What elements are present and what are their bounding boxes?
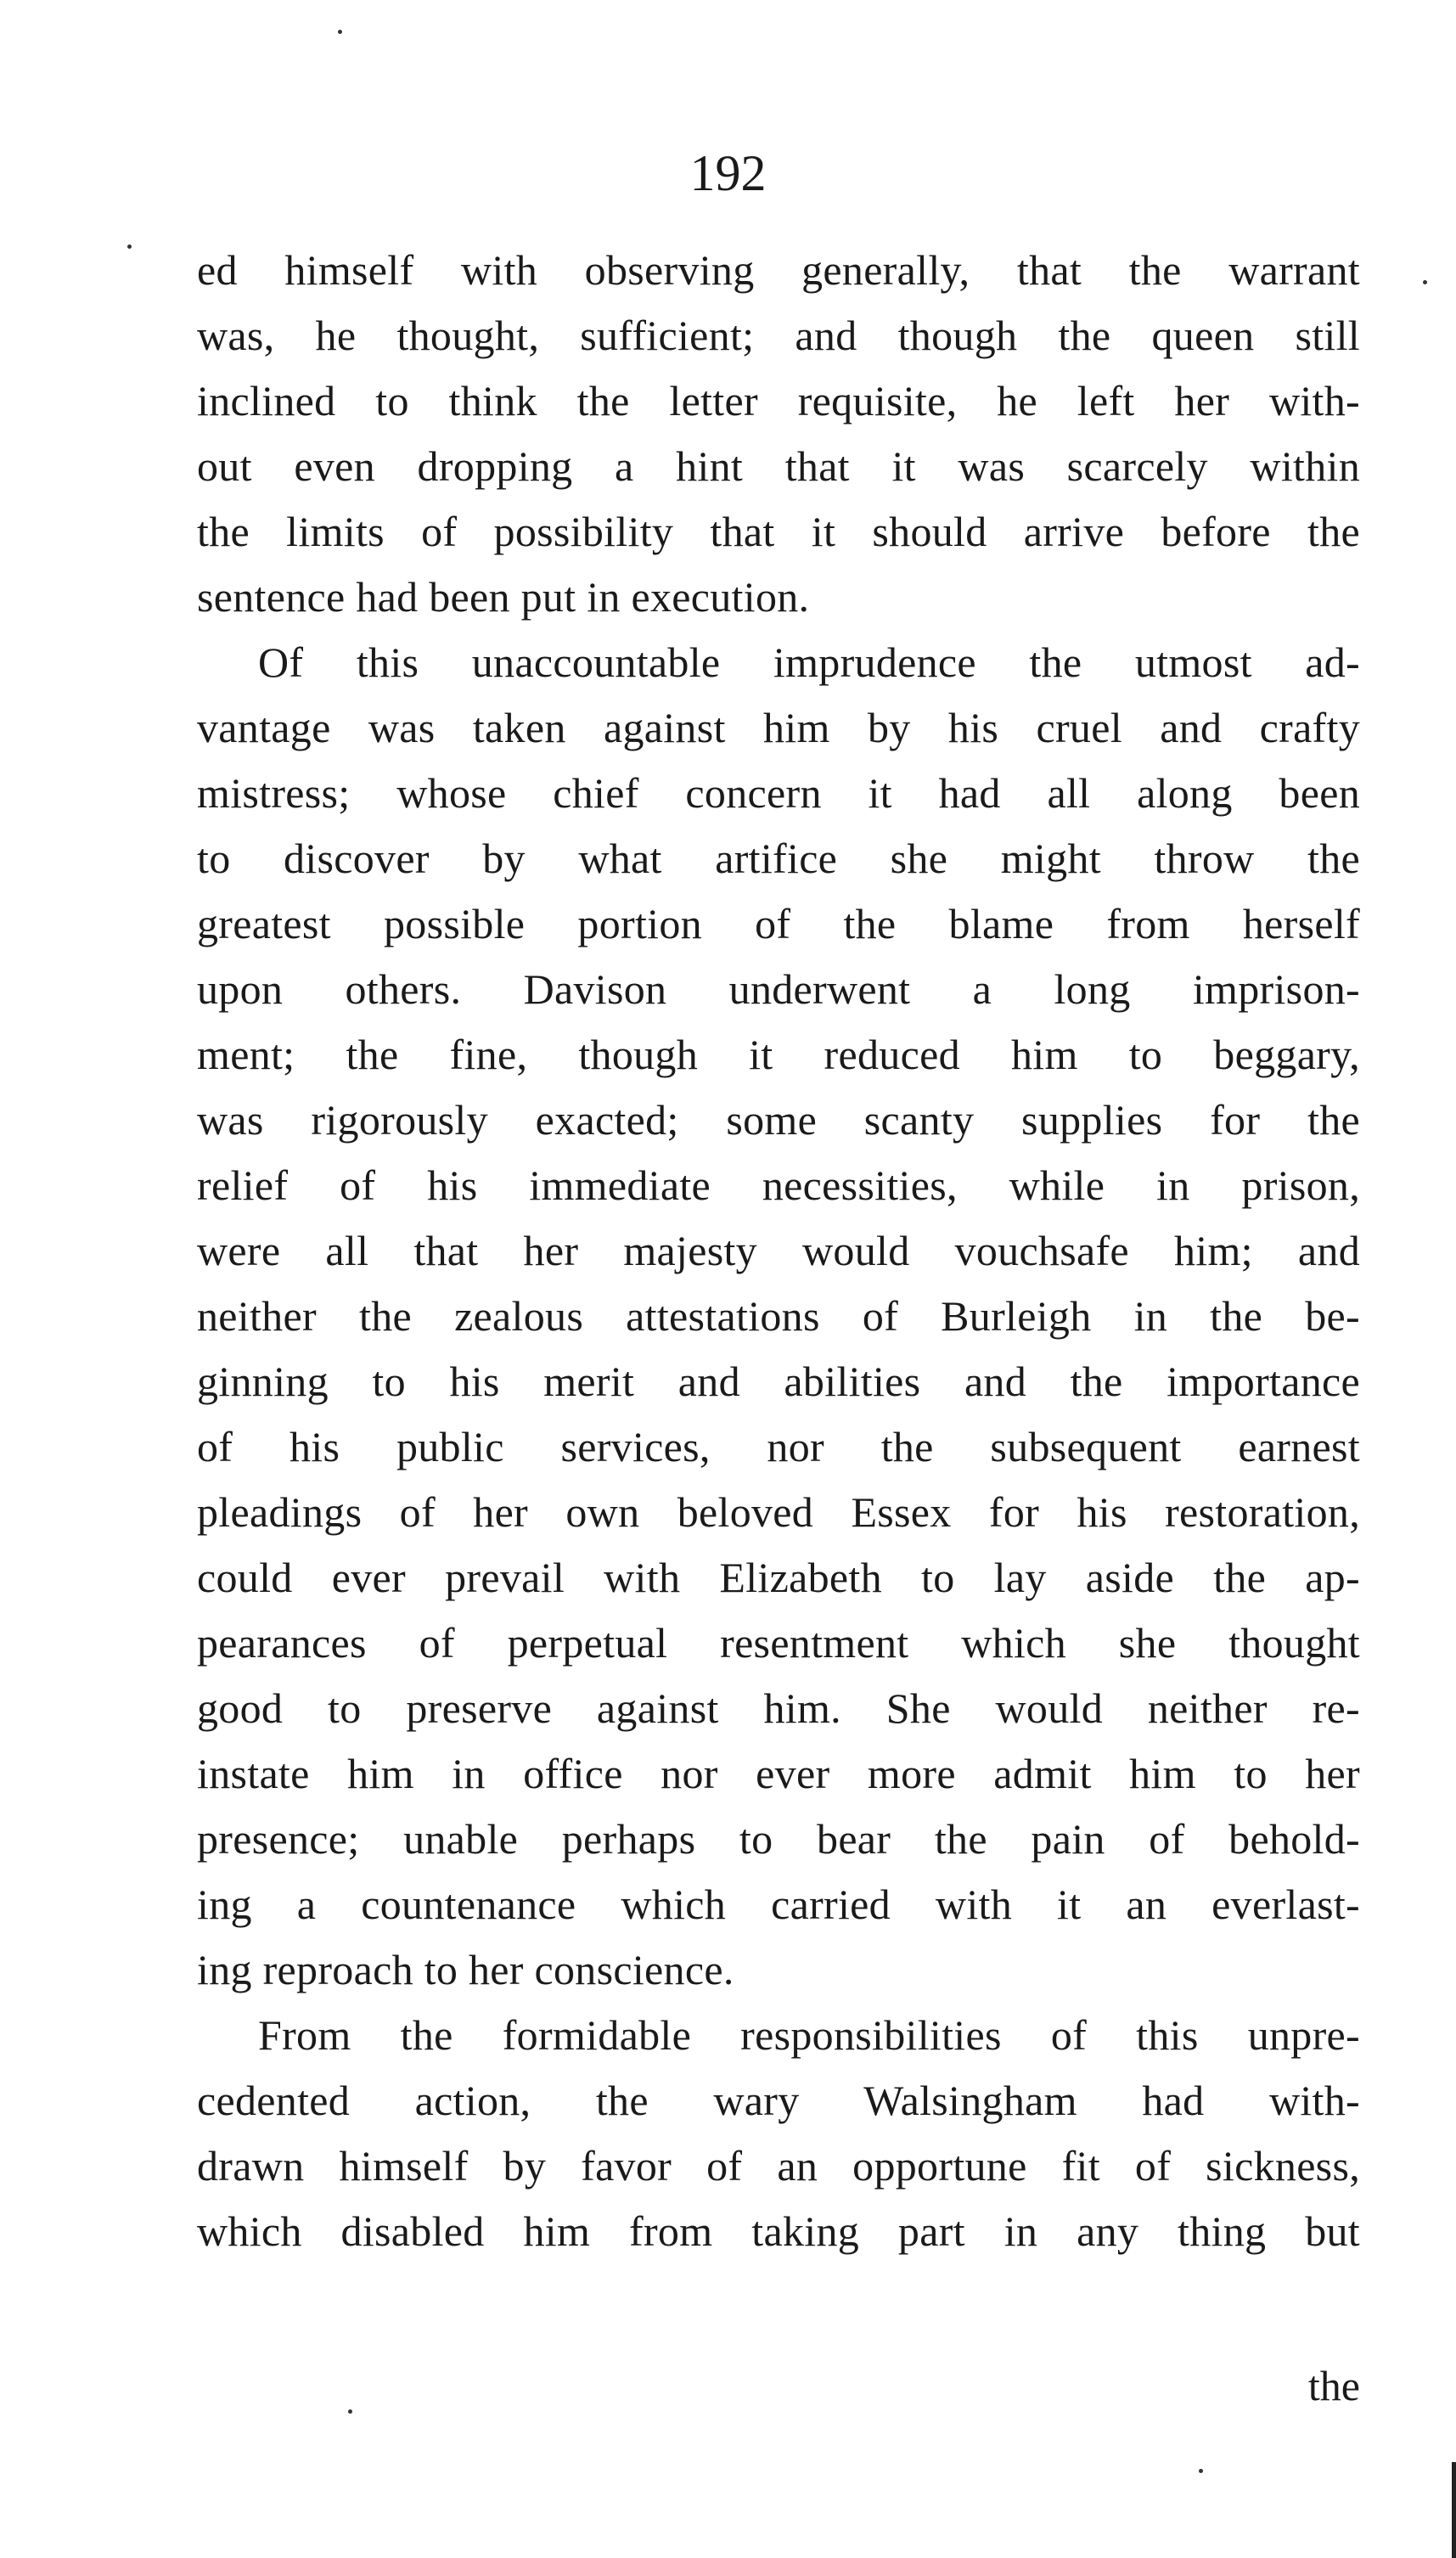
text-line: Of this unaccountable imprudence the utmost ad- <box>258 638 1360 686</box>
paragraph-1 <box>197 238 1360 630</box>
text-line: presence; unable perhaps to bear the pain of behold- <box>197 1815 1360 1863</box>
page-number: 192 <box>689 145 767 201</box>
text-line: of his public services, nor the subsequent earnest <box>197 1423 1360 1470</box>
text-line: were all that her majesty would vouchsafe him; and <box>197 1227 1360 1274</box>
paragraph-3 <box>197 2003 1360 2264</box>
ink-speck <box>348 2409 352 2414</box>
text-line: could ever prevail with Elizabeth to lay aside the ap- <box>197 1554 1360 1601</box>
text-line: ing reproach to her conscience. <box>197 1946 734 1993</box>
text-line: ing a countenance which carried with it an everlast- <box>197 1881 1360 1928</box>
text-line: cedented action, the wary Walsingham had with- <box>197 2077 1360 2124</box>
text-line: was, he thought, sufficient; and though the queen still <box>197 312 1360 359</box>
text-line: which disabled him from taking part in any thing but <box>197 2207 1360 2255</box>
text-line: sentence had been put in execution. <box>197 573 810 621</box>
text-line: ed himself with observing generally, that the warrant <box>197 246 1360 294</box>
text-line: good to preserve against him. She would neither re- <box>197 1684 1360 1732</box>
text-line: greatest possible portion of the blame from herself <box>197 900 1360 947</box>
body-text <box>197 238 1360 2264</box>
text-line: instate him in office nor ever more admit him to her <box>197 1750 1360 1797</box>
text-line: out even dropping a hint that it was scarcely within <box>197 442 1360 490</box>
ink-speck <box>127 245 132 249</box>
text-line: mistress; whose chief concern it had all along been <box>197 769 1360 817</box>
catchword: the <box>1307 2362 1360 2409</box>
ink-speck <box>1199 2469 1203 2473</box>
text-line: From the formidable responsibilities of this unpre- <box>258 2011 1360 2059</box>
text-line: inclined to think the letter requisite, he left her with- <box>197 377 1360 424</box>
text-line: neither the zealous attestations of Burleigh in the be- <box>197 1292 1360 1340</box>
paragraph-2 <box>197 630 1360 2003</box>
ink-speck <box>1423 280 1427 284</box>
text-line: the limits of possibility that it should arrive before the <box>197 508 1360 555</box>
ink-speck <box>338 30 342 34</box>
text-line: ment; the fine, though it reduced him to beggary, <box>197 1031 1360 1078</box>
text-line: pleadings of her own beloved Essex for his restoration, <box>197 1488 1360 1536</box>
text-line: vantage was taken against him by his cruel and crafty <box>197 704 1360 751</box>
text-line: to discover by what artifice she might throw the <box>197 835 1360 882</box>
text-line: pearances of perpetual resentment which she thought <box>197 1619 1360 1667</box>
text-line: ginning to his merit and abilities and the importance <box>197 1358 1360 1405</box>
text-line: was rigorously exacted; some scanty supplies for the <box>197 1096 1360 1144</box>
text-line: relief of his immediate necessities, while in prison, <box>197 1161 1360 1209</box>
text-line: upon others. Davison underwent a long imprison- <box>197 965 1360 1013</box>
text-line: drawn himself by favor of an opportune fit of sickness, <box>197 2142 1360 2190</box>
scan-edge-line <box>1452 2462 1456 2558</box>
